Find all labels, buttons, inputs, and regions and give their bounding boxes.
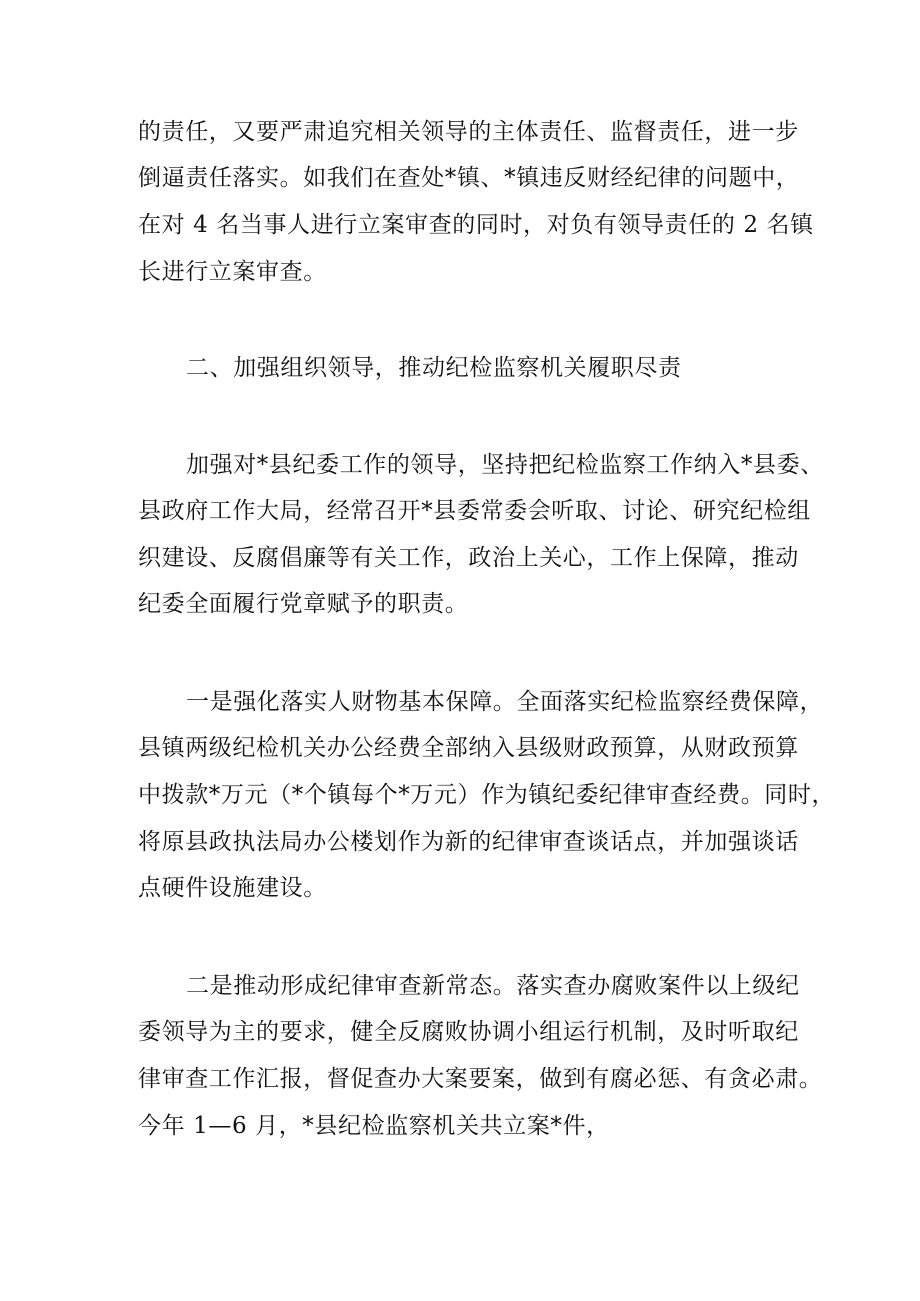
section-heading: 二、加强组织领导，推动纪检监察机关履职尽责 (186, 355, 682, 381)
paragraph-5-line-1: 二是推动形成纪律审查新常态。落实查办腐败案件以上级纪 (186, 973, 800, 999)
paragraph-4-line-4: 将原县政执法局办公楼划作为新的纪律审查谈话点，并加强谈话 (138, 829, 799, 855)
paragraph-3-line-4: 纪委全面履行党章赋予的职责。 (138, 591, 469, 617)
paragraph-3-line-1: 加强对*县纪委工作的领导，坚持把纪检监察工作纳入*县委、 (186, 452, 824, 478)
paragraph-1-line-3: 在对 4 名当事人进行立案审查的同时，对负有领导责任的 2 名镇 (138, 212, 814, 238)
paragraph-1-line-2: 倒逼责任落实。如我们在查处*镇、*镇违反财经纪律的问题中， (138, 165, 800, 191)
paragraph-5-line-4: 今年 1—6 月，*县纪检监察机关共立案*件， (138, 1113, 610, 1139)
paragraph-3-line-3: 织建设、反腐倡廉等有关工作，政治上关心，工作上保障，推动 (138, 545, 799, 571)
paragraph-4-line-1: 一是强化落实人财物基本保障。全面落实纪检监察经费保障， (186, 689, 824, 715)
paragraph-1-line-4: 长进行立案审查。 (138, 259, 327, 285)
paragraph-4-line-5: 点硬件设施建设。 (138, 875, 327, 901)
paragraph-3-line-2: 县政府工作大局，经常召开*县委常委会听取、讨论、研究纪检组 (138, 498, 811, 524)
paragraph-4-line-3: 中拨款*万元（*个镇每个*万元）作为镇纪委纪律审查经费。同时， (138, 782, 836, 808)
paragraph-5-line-2: 委领导为主的要求，健全反腐败协调小组运行机制，及时听取纪 (138, 1019, 799, 1045)
paragraph-1-line-1: 的责任，又要严肃追究相关领导的主体责任、监督责任，进一步 (138, 119, 799, 145)
paragraph-5-line-3: 律审查工作汇报，督促查办大案要案，做到有腐必惩、有贪必肃。 (138, 1066, 823, 1092)
paragraph-4-line-2: 县镇两级纪检机关办公经费全部纳入县级财政预算，从财政预算 (138, 735, 799, 761)
